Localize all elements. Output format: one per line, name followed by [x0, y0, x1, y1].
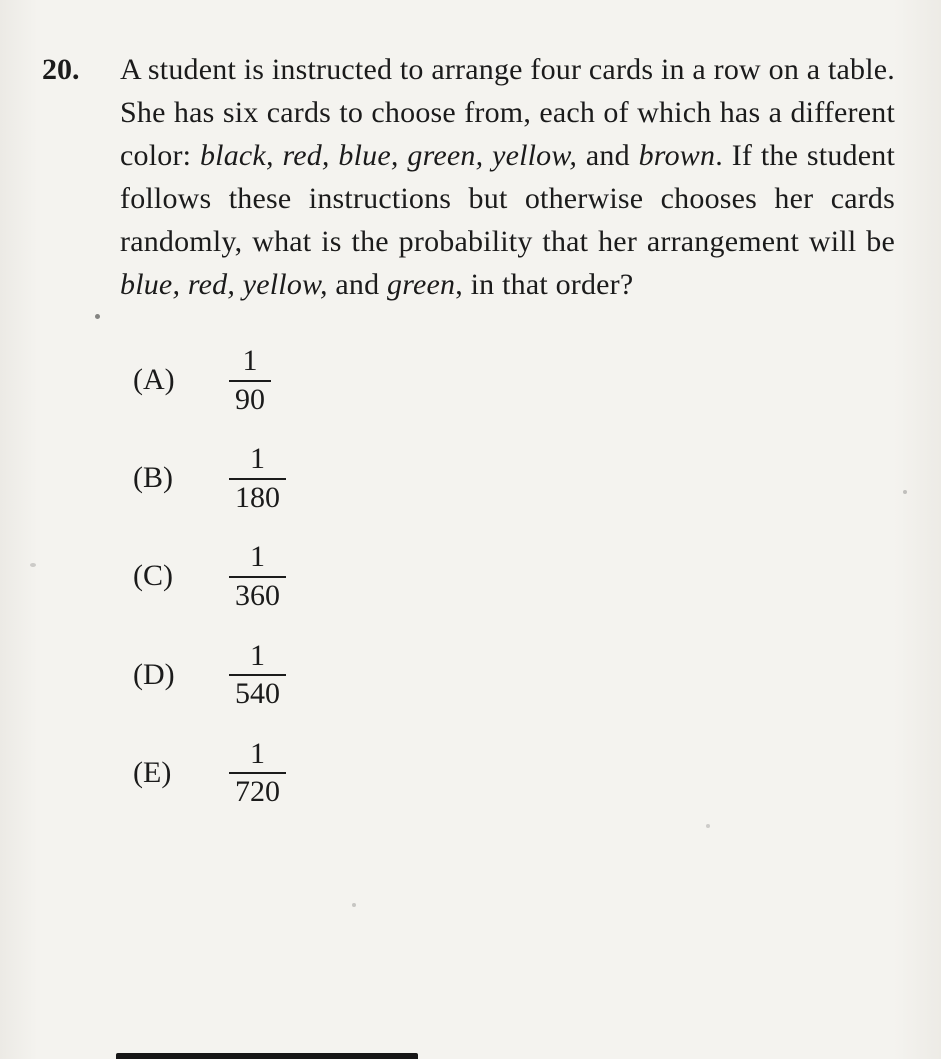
- choice-fraction: [229, 639, 286, 711]
- fraction-denominator: 540: [229, 674, 286, 711]
- choice-label: (A): [133, 363, 175, 397]
- question-block: [0, 0, 941, 306]
- scan-artifact-dot: [95, 314, 100, 319]
- fraction-denominator: 90: [229, 380, 271, 417]
- question-text-segment: and: [577, 139, 639, 172]
- question-text: [120, 48, 895, 306]
- answer-choices: [133, 344, 941, 809]
- scan-artifact-dot: [352, 903, 356, 907]
- question-text-segment: A student is instructed to arrange four cards in a row on a table. She has six cards to choose from, each of which has a different color:: [120, 53, 895, 172]
- fraction-numerator: 1: [250, 638, 265, 672]
- choice-fraction: [229, 344, 271, 416]
- question-text-segment: and: [327, 268, 388, 301]
- answer-choice-C: [133, 540, 941, 612]
- question-text-italic-segment: green: [387, 268, 456, 301]
- choice-label: (B): [133, 461, 173, 495]
- question-text-italic-segment: brown: [638, 139, 716, 172]
- choice-fraction: [229, 442, 286, 514]
- answer-choice-D: [133, 639, 941, 711]
- fraction-denominator: 360: [229, 576, 286, 613]
- question-text-italic-segment: black, red, blue, green, yellow,: [199, 139, 578, 172]
- question-number: 20.: [42, 53, 80, 86]
- choice-label: (C): [133, 559, 173, 593]
- fraction-numerator: 1: [250, 442, 265, 476]
- fraction-numerator: 1: [242, 344, 258, 377]
- answer-choice-E: [133, 737, 941, 809]
- scan-artifact-strip: [116, 1053, 418, 1059]
- scan-artifact-dot: [30, 563, 36, 567]
- answer-choice-A: [133, 344, 941, 416]
- scan-artifact-dot: [903, 490, 907, 494]
- scan-artifact-dot: [706, 824, 710, 828]
- fraction-numerator: 1: [250, 736, 265, 770]
- choice-label: (E): [133, 755, 172, 789]
- choice-fraction: [229, 540, 286, 612]
- question-text-segment: , in that order?: [455, 268, 634, 301]
- question-text-italic-segment: blue, red, yellow,: [120, 268, 328, 301]
- answer-choice-B: [133, 442, 941, 514]
- fraction-numerator: 1: [250, 540, 265, 574]
- fraction-denominator: 180: [229, 478, 286, 515]
- choice-label: (D): [133, 657, 175, 691]
- fraction-denominator: 720: [229, 772, 286, 809]
- choice-fraction: [229, 737, 286, 809]
- question-text-segment: . If the student follows these instructions but otherwise chooses her cards randomly, what is the probability that her arrangement will be: [120, 139, 895, 258]
